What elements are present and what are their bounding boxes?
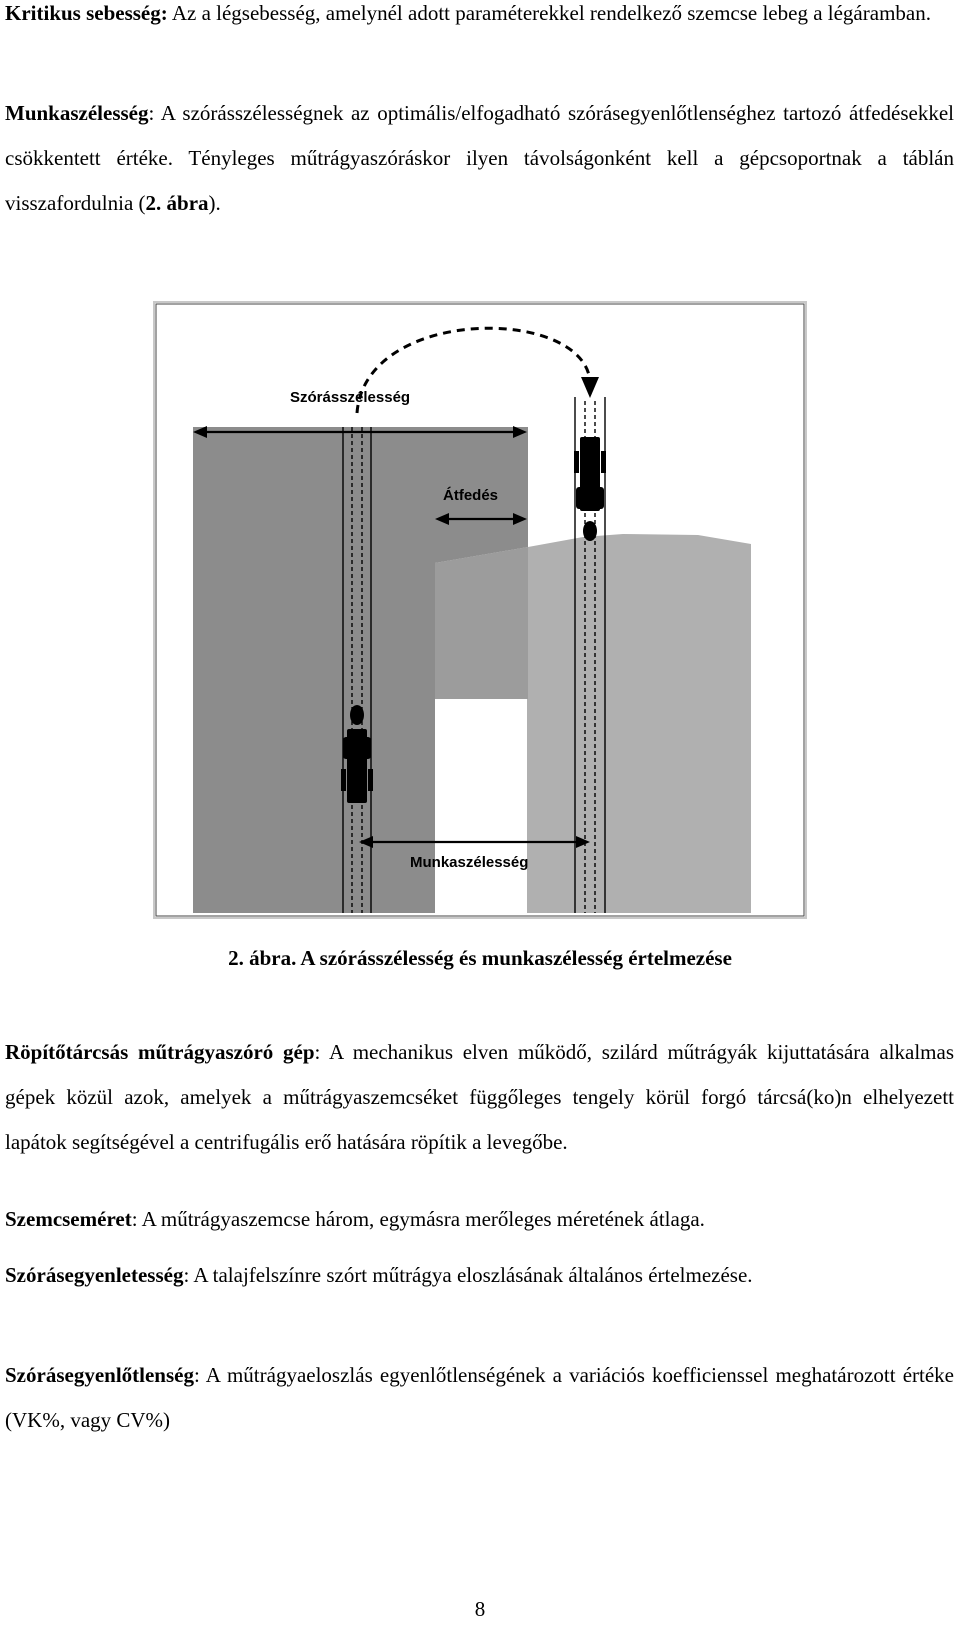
definition-szorasegyenletesseg xyxy=(5,1253,954,1298)
term-munkaszelesseg: Munkaszélesség xyxy=(5,101,149,125)
overlap-zone xyxy=(435,547,528,699)
definition-ropitotarcsas xyxy=(5,1030,954,1165)
definition-text: Az a légsebesség, amelynél adott paraméterekkel rendelkező szemcse lebeg a légáramban. xyxy=(167,1,931,25)
definition-text-end: ). xyxy=(208,191,221,215)
definition-text: : A műtrágyaeloszlás egyenlőtlenségének a variációs koefficienssel meghatározott értéke (VK%, vagy CV%) xyxy=(5,1363,954,1432)
figure-caption xyxy=(0,946,960,971)
definition-text: : A talajfelszínre szórt műtrágya eloszlásának általános értelmezése. xyxy=(183,1263,753,1287)
definition-text: : A műtrágyaszemcse három, egymásra merőleges méretének átlaga. xyxy=(131,1207,705,1231)
term-szemcsemeret: Szemcseméret xyxy=(5,1207,132,1231)
figure-reference: 2. ábra xyxy=(145,191,209,215)
figure-spread-width-diagram xyxy=(153,301,807,919)
label-overlap: Átfedés xyxy=(443,487,499,504)
label-spread-width: Szórásszélesség xyxy=(290,389,411,406)
term-kritikus-sebesseg: Kritikus sebesség: xyxy=(5,1,168,25)
term-szorasegyenletesseg: Szórásegyenletesség xyxy=(5,1263,184,1287)
term-szorasegyenlotlenseg: Szórásegyenlőtlenség xyxy=(5,1363,194,1387)
caption-number: 2. ábra. xyxy=(228,946,297,970)
definition-text: : A mechanikus elven működő, szilárd műtrágyák kijuttatására alkalmas gépek közül azok, amelyek a műtrágyaszemcséket függőleges tengely körül forgó tárcsá(ko)n elhelyezett lapátok segítségével a centrifugális erő hatására röpítik a levegőbe. xyxy=(5,1040,954,1154)
definition-text: : A szórásszélességnek az optimális/elfogadható szórásegyenlőtlenséghez tartozó átfedésekkel csökkentett értéke. Tényleges műtrágyaszóráskor ilyen távolságonként kell a gépcsoportnak a táblán visszafordulnia ( xyxy=(5,101,954,215)
label-working-width: Munkaszélesség xyxy=(410,854,529,871)
definition-szorasegyenlotlenseg xyxy=(5,1353,954,1443)
page-number: 8 xyxy=(474,1597,486,1621)
definition-szemcsemeret xyxy=(5,1197,954,1242)
definition-kritikus-sebesseg xyxy=(5,0,954,36)
caption-text: A szórásszélesség és munkaszélesség értelmezése xyxy=(296,946,732,970)
term-ropitotarcsas: Röpítőtárcsás műtrágyaszóró gép xyxy=(5,1040,315,1064)
diagram-svg xyxy=(153,301,807,919)
definition-munkaszelesseg xyxy=(5,91,954,226)
